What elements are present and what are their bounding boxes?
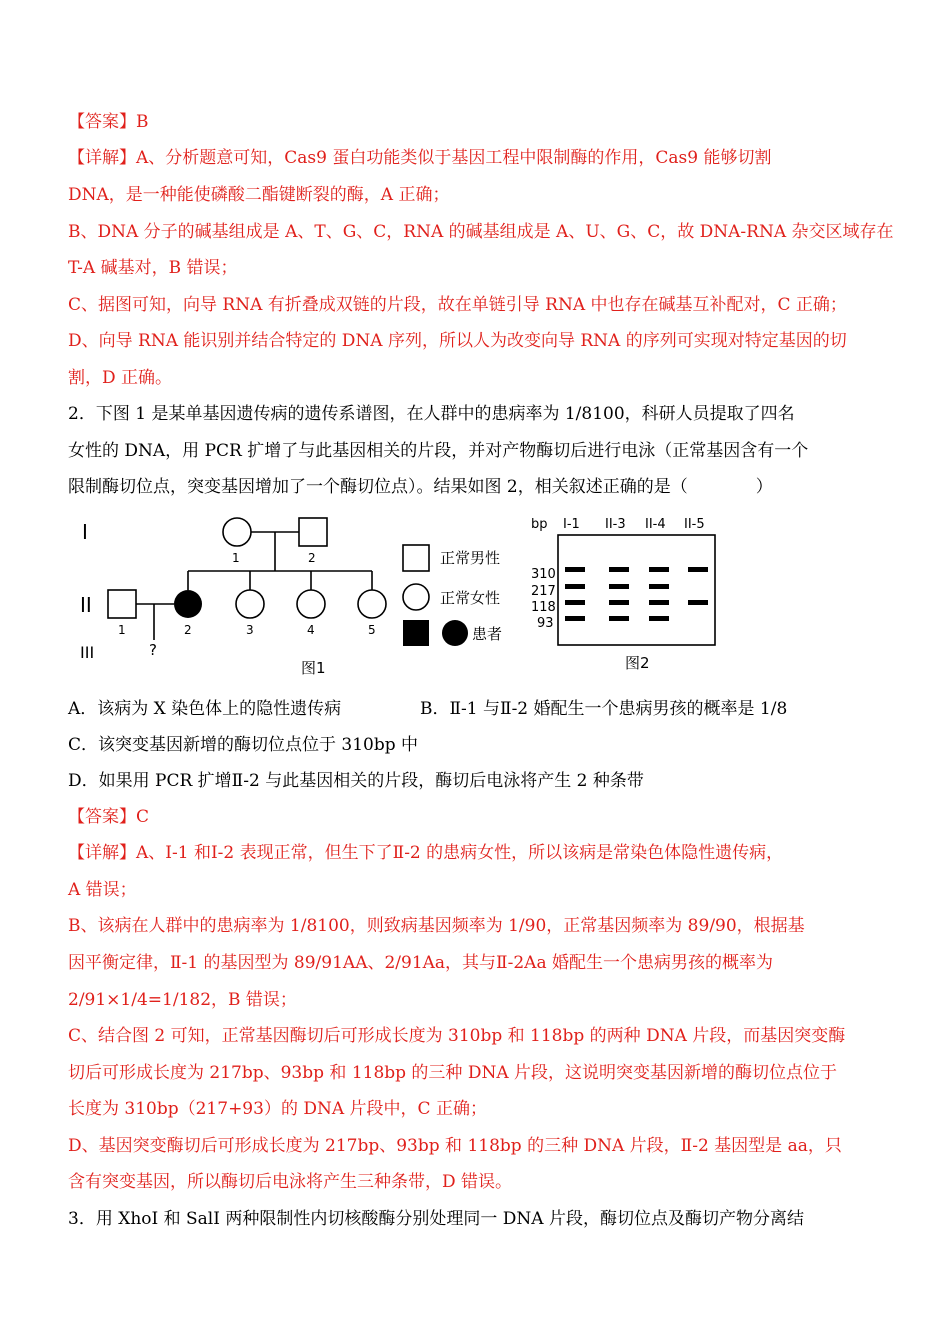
gel-band bbox=[609, 567, 629, 572]
q2-stem-line-1: 2．下图 1 是某单基因遗传病的遗传系谱图，在人群中的患病率为 1/8100，科研人员提取了四名 bbox=[68, 404, 795, 424]
q2-answer-line bbox=[68, 805, 149, 829]
gen-III-label: III bbox=[80, 643, 95, 662]
gel-band bbox=[688, 567, 708, 572]
q2-stem-line-2: 女性的 DNA，用 PCR 扩增了与此基因相关的片段，并对产物酶切后进行电泳（正常基因含有一个 bbox=[68, 441, 809, 461]
size-310: 310 bbox=[531, 567, 556, 582]
q2-detail-line-2: A 错误； bbox=[68, 880, 137, 900]
detail-tag: 【详解】 bbox=[68, 148, 136, 168]
gel-band bbox=[565, 616, 585, 621]
gel-band bbox=[565, 600, 585, 605]
q2-detail-line-5: 2/91×1/4=1/182，B 错误； bbox=[68, 990, 297, 1010]
pedigree-I1-female bbox=[223, 518, 251, 546]
option-A: A．该病为 X 染色体上的隐性遗传病 bbox=[68, 699, 342, 719]
answer-value: B bbox=[136, 112, 149, 132]
q2-detail-line-7: 切后可形成长度为 217bp、93bp 和 118bp 的三种 DNA 片段，这说明突变基因新增的酶切位点位于 bbox=[68, 1063, 838, 1083]
gel-frame bbox=[558, 535, 715, 645]
q1-detail-line-7: 割，D 正确。 bbox=[68, 368, 173, 388]
gel-band bbox=[609, 616, 629, 621]
gen-I-label: I bbox=[82, 520, 88, 544]
q1-detail-line-6: D、向导 RNA 能识别并结合特定的 DNA 序列，所以人为改变向导 RNA 的序列可实现对特定基因的切 bbox=[68, 331, 847, 351]
answer-tag: 【答案】 bbox=[68, 112, 136, 132]
lane-label-II3: II-3 bbox=[605, 517, 626, 532]
legend-male-square bbox=[403, 545, 429, 571]
option-B: B．Ⅱ-1 与Ⅱ-2 婚配生一个患病男孩的概率是 1/8 bbox=[420, 699, 788, 719]
size-93: 93 bbox=[537, 616, 554, 631]
pedigree-II3-female bbox=[236, 590, 264, 618]
num-II1: 1 bbox=[118, 623, 126, 637]
pedigree-II4-female bbox=[297, 590, 325, 618]
q1-detail-line-2: DNA，是一种能使磷酸二酯键断裂的酶，A 正确； bbox=[68, 185, 450, 205]
gel-band bbox=[565, 567, 585, 572]
gel-band bbox=[688, 600, 708, 605]
detail-tag: 【详解】 bbox=[68, 843, 136, 863]
pedigree-II1-male bbox=[108, 590, 136, 618]
gel-band bbox=[609, 600, 629, 605]
detail-text: A、分析题意可知，Cas9 蛋白功能类似于基因工程中限制酶的作用，Cas9 能够切割 bbox=[136, 148, 772, 168]
q1-detail-line-3: B、DNA 分子的碱基组成是 A、T、G、C，RNA 的碱基组成是 A、U、G、C，故 DNA-RNA 杂交区域存在 bbox=[68, 222, 894, 242]
pedigree-I2-male bbox=[299, 518, 327, 546]
num-II3: 3 bbox=[246, 623, 254, 637]
num-II2: 2 bbox=[184, 623, 192, 637]
pedigree-II2-patient bbox=[174, 590, 202, 618]
num-III-question: ? bbox=[149, 641, 157, 659]
lane-label-II5: II-5 bbox=[684, 517, 705, 532]
q2-detail-line-1 bbox=[68, 841, 783, 865]
legend-patient-circle bbox=[442, 620, 468, 646]
q2-detail-line-8: 长度为 310bp（217+93）的 DNA 片段中，C 正确； bbox=[68, 1099, 487, 1119]
pedigree-figure bbox=[70, 508, 520, 678]
q1-detail-line-5: C、据图可知，向导 RNA 有折叠成双链的片段，故在单链引导 RNA 中也存在碱基互补配对，C 正确； bbox=[68, 295, 847, 315]
legend-male-label: 正常男性 bbox=[440, 549, 501, 567]
gel-figure bbox=[525, 508, 725, 678]
pedigree-II5-female bbox=[358, 590, 386, 618]
gel-band bbox=[565, 584, 585, 589]
num-I2: 2 bbox=[308, 551, 316, 565]
q1-answer-line bbox=[68, 110, 149, 134]
option-D: D．如果用 PCR 扩增Ⅱ-2 与此基因相关的片段，酶切后电泳将产生 2 种条带 bbox=[68, 771, 644, 791]
gen-II-label: II bbox=[80, 593, 92, 617]
num-I1: 1 bbox=[232, 551, 240, 565]
detail-text: A、Ⅰ-1 和Ⅰ-2 表现正常，但生下了Ⅱ-2 的患病女性，所以该病是常染色体隐性遗传病， bbox=[136, 843, 784, 863]
q2-detail-line-10: 含有突变基因，所以酶切后电泳将产生三种条带，D 错误。 bbox=[68, 1172, 513, 1192]
q2-detail-line-6: C、结合图 2 可知，正常基因酶切后可形成长度为 310bp 和 118bp 的两种 DNA 片段，而基因突变酶 bbox=[68, 1026, 846, 1046]
answer-value: C bbox=[136, 807, 150, 827]
q2-detail-line-3: B、该病在人群中的患病率为 1/8100，则致病基因频率为 1/90，正常基因频率为 89/90，根据基 bbox=[68, 916, 805, 936]
size-217: 217 bbox=[531, 584, 556, 599]
lane-label-I1: I-1 bbox=[563, 517, 580, 532]
figure2-caption: 图2 bbox=[625, 654, 650, 672]
q2-detail-line-4: 因平衡定律，Ⅱ-1 的基因型为 89/91AA、2/91Aa，其与Ⅱ-2Aa 婚配生一个患病男孩的概率为 bbox=[68, 953, 773, 973]
q1-detail-line-4: T-A 碱基对，B 错误； bbox=[68, 258, 238, 278]
lane-label-II4: II-4 bbox=[645, 517, 666, 532]
q2-detail-line-9: D、基因突变酶切后可形成长度为 217bp、93bp 和 118bp 的三种 DNA 片段，Ⅱ-2 基因型是 aa，只 bbox=[68, 1136, 842, 1156]
size-118: 118 bbox=[531, 600, 556, 615]
q1-detail-line-1 bbox=[68, 146, 771, 170]
gel-band bbox=[609, 584, 629, 589]
gel-band bbox=[649, 616, 669, 621]
answer-tag: 【答案】 bbox=[68, 807, 136, 827]
legend-patient-square bbox=[403, 620, 429, 646]
legend-patient-label: 患者 bbox=[472, 625, 503, 643]
legend-female-circle bbox=[403, 584, 429, 610]
gel-band bbox=[649, 567, 669, 572]
num-II5: 5 bbox=[368, 623, 376, 637]
figure1-caption: 图1 bbox=[301, 659, 326, 677]
q3-stem-line-1: 3．用 XhoⅠ 和 SalⅠ 两种限制性内切核酸酶分别处理同一 DNA 片段，酶切位点及酶切产物分离结 bbox=[68, 1209, 804, 1229]
option-C: C．该突变基因新增的酶切位点位于 310bp 中 bbox=[68, 735, 419, 755]
q2-stem-line-3: 限制酶切位点，突变基因增加了一个酶切位点）。结果如图 2，相关叙述正确的是（ ） bbox=[68, 477, 773, 497]
gel-bp-label: bp bbox=[531, 517, 548, 532]
num-II4: 4 bbox=[307, 623, 315, 637]
gel-band bbox=[649, 600, 669, 605]
gel-band bbox=[649, 584, 669, 589]
legend-female-label: 正常女性 bbox=[440, 589, 501, 607]
